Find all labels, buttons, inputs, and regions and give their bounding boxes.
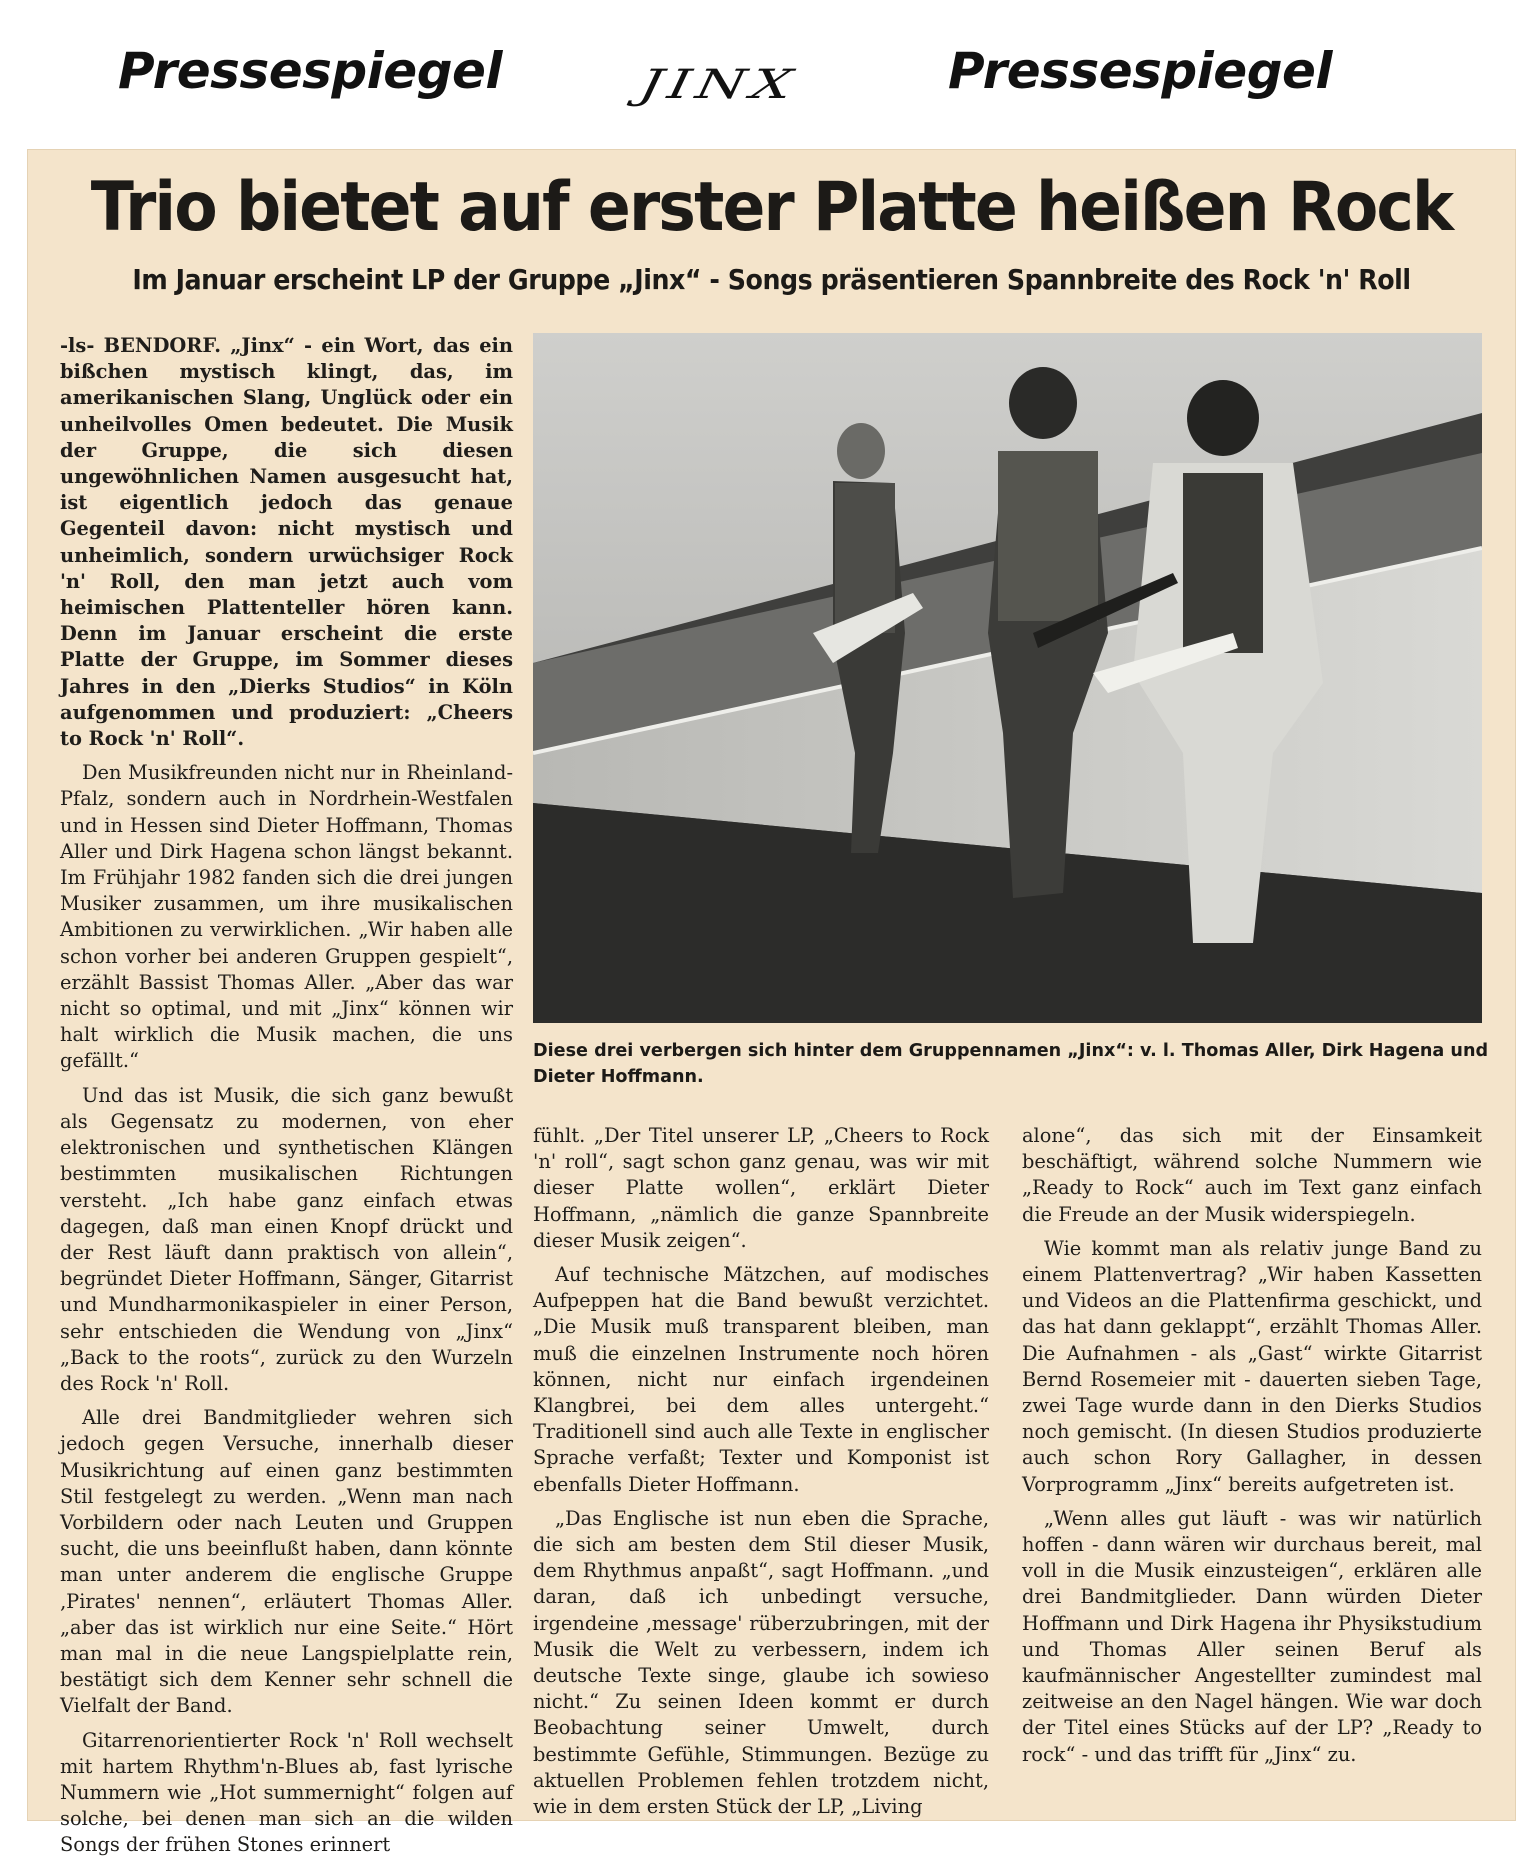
header-label-left: Pressespiegel <box>118 42 503 100</box>
jinx-logo: JINX <box>635 61 803 108</box>
paragraph: Wie kommt man als relativ junge Band zu einem Plattenvertrag? „Wir haben Kassetten und Videos an die Plattenfirma geschickt, und das hat dann geklappt“, erzählt Thomas Aller. Die Aufnahmen - als „Gast“ wirkte Gitarrist Bernd Rosemeier mit - dauerten sieben Tage, zwei Tage wurde dann in den Dierks Studios noch gemischt. (In diesen Studios produzierte auch schon Rory Gallagher, in dessen Vorprogramm „Jinx“ bereits aufgetreten ist. <box>1022 1236 1482 1496</box>
paragraph: -ls- BENDORF. „Jinx“ - ein Wort, das ein bißchen mystisch klingt, das, im amerikanischen Slang, Unglück oder ein unheilvolles Omen bedeutet. Die Musik der Gruppe, die sich diesen ungewöhnlichen Namen ausgesucht hat, ist eigentlich jedoch das genaue Gegenteil davon: nicht mystisch und unheimlich, sondern urwüchsiger Rock 'n' Roll, den man jetzt auch vom heimischen Plattenteller hören kann. Denn im Januar erscheint die erste Platte der Gruppe, im Sommer dieses Jahres in den „Dierks Studios“ in Köln aufgenommen und produziert: „Cheers to Rock 'n' Roll“. <box>60 334 513 751</box>
header-label-right: Pressespiegel <box>948 42 1333 100</box>
paragraph: alone“, das sich mit der Einsamkeit beschäftigt, während solche Nummern wie „Ready to Rock“ auch im Text ganz einfach die Freude an der Musik widerspiegeln. <box>1022 1124 1482 1226</box>
photo-caption: Diese drei verbergen sich hinter dem Gruppennamen „Jinx“: v. l. Thomas Aller, Dirk Hagena und Dieter Hoffmann. <box>533 1041 1489 1087</box>
paragraph: Den Musikfreunden nicht nur in Rheinland-Pfalz, sondern auch in Nordrhein-Westfalen und in Hessen sind Dieter Hoffmann, Thomas Aller und Dirk Hagena schon längst bekannt. Im Frühjahr 1982 fanden sich die drei jungen Musiker zusammen, um ihre musikalischen Ambitionen zu verwirklichen. „Wir haben alle schon vorher bei anderen Gruppen gespielt“, erzählt Bassist Thomas Aller. „Aber das war nicht so optimal, und mit „Jinx“ können wir halt wirklich die Musik machen, die uns gefällt.“ <box>60 761 513 1073</box>
column-middle <box>533 1123 989 1820</box>
column-left <box>60 333 513 1859</box>
paragraph: Und das ist Musik, die sich ganz bewußt als Gegensatz zu modernen, von eher elektronischen und synthetischen Klängen bestimmten musikalischen Richtungen versteht. „Ich habe ganz einfach etwas dagegen, daß man einen Knopf drückt und der Rest läuft dann praktisch von allein“, begründet Dieter Hoffmann, Sänger, Gitarrist und Mundharmonikaspieler in einer Person, sehr entschieden die Wendung von „Jinx“ „Back to the roots“, zurück zu den Wurzeln des Rock 'n' Roll. <box>60 1083 513 1395</box>
band-photo <box>533 333 1482 1023</box>
paragraph: fühlt. „Der Titel unserer LP, „Cheers to Rock 'n' roll“, sagt schon ganz genau, was wir mit dieser Platte wollen“, erklärt Dieter Hoffmann, „nämlich die ganze Spannbreite dieser Musik zeigen“. <box>533 1124 989 1252</box>
article-headline: Trio bietet auf erster Platte heißen Rock <box>90 168 1453 247</box>
article-subheadline: Im Januar erscheint LP der Gruppe „Jinx“ - Songs präsentieren Spannbreite des Rock 'n' Roll <box>132 264 1411 296</box>
paragraph: Gitarrenorientierter Rock 'n' Roll wechselt mit hartem Rhythm'n-Blues ab, fast lyrische Nummern wie „Hot summernight“ folgen auf solche, bei denen man sich an die wilden Songs der frühen Stones erinnert <box>60 1728 513 1857</box>
paragraph: Auf technische Mätzchen, auf modisches Aufpeppen hat die Band bewußt verzichtet. „Die Musik muß transparent bleiben, man muß die einzelnen Instrumente noch hören können, nicht nur einfach irgendeinen Klangbrei, bei dem alles untergeht.“ Traditionell sind auch alle Texte in englischer Sprache verfaßt; Texter und Komponist ist ebenfalls Dieter Hoffmann. <box>533 1263 989 1496</box>
paragraph: „Wenn alles gut läuft - was wir natürlich hoffen - dann wären wir durchaus bereit, mal voll in die Musik einzusteigen“, erklären alle drei Bandmitglieder. Dann würden Dieter Hoffmann und Dirk Hagena ihr Physikstudium und Thomas Aller seinen Beruf als kaufmännischer Angestellter zumindest mal zeitweise an den Nagel hängen. Wie war doch der Titel eines Stücks auf der LP? „Ready to rock“ - und das trifft für „Jinx“ zu. <box>1022 1506 1482 1766</box>
paragraph: „Das Englische ist nun eben die Sprache, die sich am besten dem Stil dieser Musik, dem Rhythmus anpaßt“, sagt Hoffmann. „und daran, daß ich unbedingt versuche, irgendeine ‚message' rüberzubringen, mit der Musik die Welt zu verbessern, indem ich deutsche Texte singe, glaube ich sowieso nicht.“ Zu seinen Ideen kommt er durch Beobachtung seiner Umwelt, durch bestimmte Gefühle, Stimmungen. Bezüge zu aktuellen Problemen fehlen trotzdem nicht, wie in dem ersten Stück der LP, „Living <box>533 1506 989 1819</box>
newspaper-clipping <box>28 150 1515 1857</box>
column-right <box>1022 1123 1482 1768</box>
paragraph: Alle drei Bandmitglieder wehren sich jedoch gegen Versuche, innerhalb dieser Musikrichtung auf einen ganz bestimmten Stil festgelegt zu werden. „Wenn man nach Vorbildern oder nach Leuten und Gruppen sucht, die uns beeinflußt haben, dann könnte man unter anderem die englische Gruppe ‚Pirates' nennen“, erläutert Thomas Aller. „aber das ist wirklich nur eine Seite.“ Hört man mal in die neue Langspielplatte rein, bestätigt sich dem Kenner sehr schnell die Vielfalt der Band. <box>60 1406 513 1718</box>
